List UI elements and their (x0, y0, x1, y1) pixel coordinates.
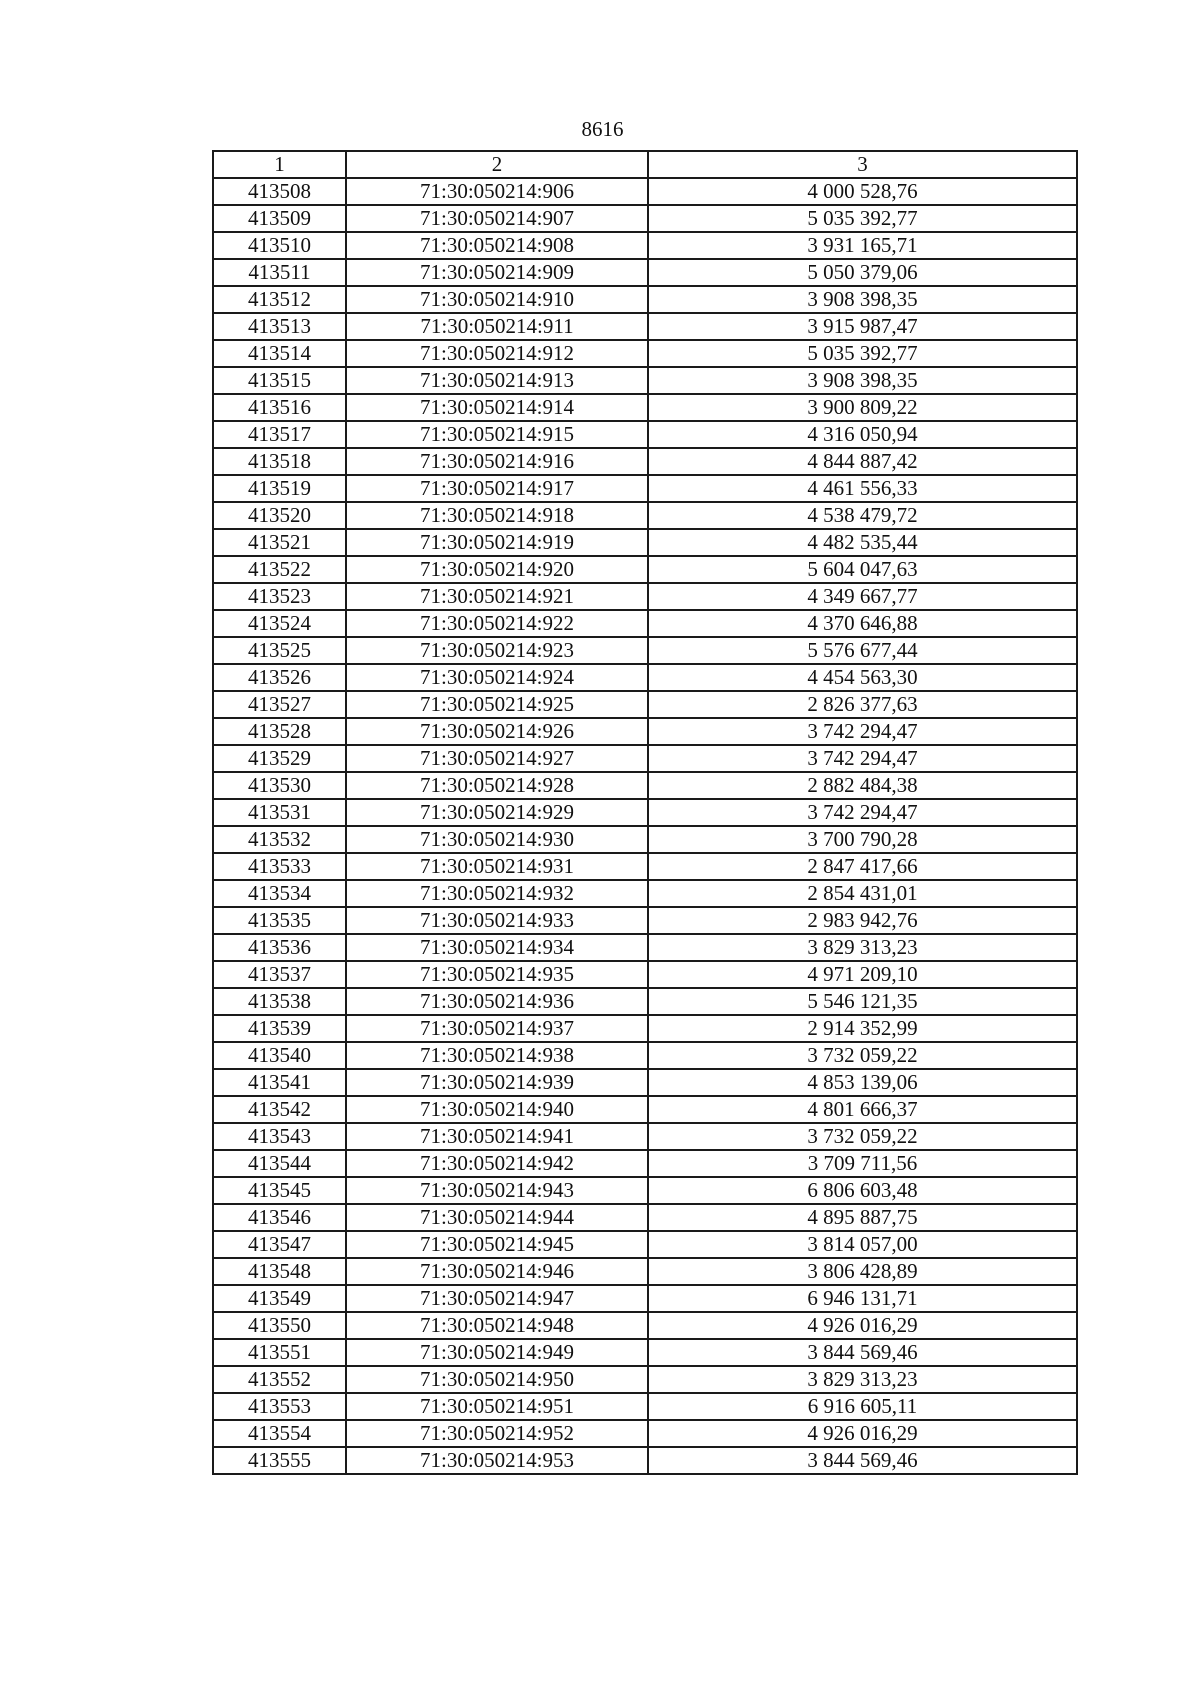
cadastral-value-cell: 4 538 479,72 (648, 502, 1077, 529)
cadastral-number-cell: 71:30:050214:919 (346, 529, 648, 556)
cadastral-number-cell: 71:30:050214:940 (346, 1096, 648, 1123)
cadastral-number-cell: 71:30:050214:931 (346, 853, 648, 880)
column-header-3: 3 (648, 151, 1077, 178)
cadastral-value-cell: 4 349 667,77 (648, 583, 1077, 610)
table-row (213, 1231, 1077, 1258)
cadastral-number-cell: 71:30:050214:918 (346, 502, 648, 529)
cadastral-number-cell: 71:30:050214:948 (346, 1312, 648, 1339)
cadastral-number-cell: 71:30:050214:950 (346, 1366, 648, 1393)
cadastral-value-table (212, 150, 1078, 1475)
table-row (213, 799, 1077, 826)
row-number-cell: 413536 (213, 934, 346, 961)
table-row (213, 475, 1077, 502)
table-row (213, 637, 1077, 664)
cadastral-value-cell: 4 801 666,37 (648, 1096, 1077, 1123)
table-row (213, 664, 1077, 691)
row-number-cell: 413541 (213, 1069, 346, 1096)
cadastral-value-cell: 2 882 484,38 (648, 772, 1077, 799)
table-row (213, 367, 1077, 394)
table-row (213, 1420, 1077, 1447)
cadastral-number-cell: 71:30:050214:937 (346, 1015, 648, 1042)
cadastral-number-cell: 71:30:050214:938 (346, 1042, 648, 1069)
cadastral-value-cell: 3 814 057,00 (648, 1231, 1077, 1258)
cadastral-value-cell: 3 844 569,46 (648, 1339, 1077, 1366)
cadastral-value-cell: 6 916 605,11 (648, 1393, 1077, 1420)
row-number-cell: 413524 (213, 610, 346, 637)
table-row (213, 934, 1077, 961)
table-row (213, 1447, 1077, 1474)
cadastral-number-cell: 71:30:050214:910 (346, 286, 648, 313)
row-number-cell: 413532 (213, 826, 346, 853)
cadastral-number-cell: 71:30:050214:935 (346, 961, 648, 988)
row-number-cell: 413546 (213, 1204, 346, 1231)
cadastral-value-cell: 5 050 379,06 (648, 259, 1077, 286)
cadastral-number-cell: 71:30:050214:942 (346, 1150, 648, 1177)
table-row (213, 853, 1077, 880)
column-header-1: 1 (213, 151, 346, 178)
cadastral-number-cell: 71:30:050214:915 (346, 421, 648, 448)
row-number-cell: 413534 (213, 880, 346, 907)
row-number-cell: 413522 (213, 556, 346, 583)
table-row (213, 907, 1077, 934)
row-number-cell: 413523 (213, 583, 346, 610)
row-number-cell: 413521 (213, 529, 346, 556)
table-row (213, 502, 1077, 529)
cadastral-number-cell: 71:30:050214:941 (346, 1123, 648, 1150)
row-number-cell: 413542 (213, 1096, 346, 1123)
table-header-row (213, 151, 1077, 178)
cadastral-number-cell: 71:30:050214:906 (346, 178, 648, 205)
cadastral-value-cell: 6 946 131,71 (648, 1285, 1077, 1312)
row-number-cell: 413527 (213, 691, 346, 718)
row-number-cell: 413537 (213, 961, 346, 988)
row-number-cell: 413539 (213, 1015, 346, 1042)
row-number-cell: 413517 (213, 421, 346, 448)
row-number-cell: 413548 (213, 1258, 346, 1285)
cadastral-value-cell: 3 900 809,22 (648, 394, 1077, 421)
cadastral-number-cell: 71:30:050214:912 (346, 340, 648, 367)
row-number-cell: 413525 (213, 637, 346, 664)
row-number-cell: 413529 (213, 745, 346, 772)
row-number-cell: 413550 (213, 1312, 346, 1339)
cadastral-value-cell: 2 826 377,63 (648, 691, 1077, 718)
cadastral-value-cell: 3 915 987,47 (648, 313, 1077, 340)
table-row (213, 1258, 1077, 1285)
cadastral-number-cell: 71:30:050214:946 (346, 1258, 648, 1285)
cadastral-value-cell: 3 732 059,22 (648, 1042, 1077, 1069)
cadastral-value-cell: 4 926 016,29 (648, 1420, 1077, 1447)
table-row (213, 1312, 1077, 1339)
cadastral-number-cell: 71:30:050214:933 (346, 907, 648, 934)
table-row (213, 583, 1077, 610)
table-row (213, 232, 1077, 259)
row-number-cell: 413520 (213, 502, 346, 529)
column-header-2: 2 (346, 151, 648, 178)
cadastral-value-cell: 5 576 677,44 (648, 637, 1077, 664)
cadastral-number-cell: 71:30:050214:923 (346, 637, 648, 664)
cadastral-value-cell: 4 926 016,29 (648, 1312, 1077, 1339)
row-number-cell: 413549 (213, 1285, 346, 1312)
cadastral-value-cell: 3 931 165,71 (648, 232, 1077, 259)
cadastral-number-cell: 71:30:050214:911 (346, 313, 648, 340)
row-number-cell: 413535 (213, 907, 346, 934)
cadastral-value-cell: 3 829 313,23 (648, 1366, 1077, 1393)
cadastral-number-cell: 71:30:050214:925 (346, 691, 648, 718)
cadastral-value-cell: 3 742 294,47 (648, 745, 1077, 772)
row-number-cell: 413543 (213, 1123, 346, 1150)
row-number-cell: 413528 (213, 718, 346, 745)
table-body (213, 178, 1077, 1474)
cadastral-value-cell: 3 700 790,28 (648, 826, 1077, 853)
cadastral-number-cell: 71:30:050214:949 (346, 1339, 648, 1366)
table-row (213, 1204, 1077, 1231)
cadastral-value-cell: 3 742 294,47 (648, 718, 1077, 745)
table-row (213, 610, 1077, 637)
row-number-cell: 413518 (213, 448, 346, 475)
table-row (213, 772, 1077, 799)
table-row (213, 1177, 1077, 1204)
cadastral-number-cell: 71:30:050214:936 (346, 988, 648, 1015)
table-row (213, 1366, 1077, 1393)
row-number-cell: 413511 (213, 259, 346, 286)
cadastral-number-cell: 71:30:050214:913 (346, 367, 648, 394)
cadastral-value-cell: 3 908 398,35 (648, 286, 1077, 313)
row-number-cell: 413514 (213, 340, 346, 367)
cadastral-number-cell: 71:30:050214:926 (346, 718, 648, 745)
cadastral-value-cell: 4 316 050,94 (648, 421, 1077, 448)
cadastral-value-cell: 3 844 569,46 (648, 1447, 1077, 1474)
cadastral-number-cell: 71:30:050214:917 (346, 475, 648, 502)
cadastral-number-cell: 71:30:050214:921 (346, 583, 648, 610)
cadastral-value-cell: 3 732 059,22 (648, 1123, 1077, 1150)
cadastral-number-cell: 71:30:050214:939 (346, 1069, 648, 1096)
table-row (213, 340, 1077, 367)
cadastral-value-cell: 2 854 431,01 (648, 880, 1077, 907)
cadastral-number-cell: 71:30:050214:929 (346, 799, 648, 826)
cadastral-value-cell: 4 482 535,44 (648, 529, 1077, 556)
row-number-cell: 413508 (213, 178, 346, 205)
table-row (213, 691, 1077, 718)
table-row (213, 1042, 1077, 1069)
cadastral-value-cell: 2 983 942,76 (648, 907, 1077, 934)
cadastral-value-cell: 6 806 603,48 (648, 1177, 1077, 1204)
table-row (213, 718, 1077, 745)
cadastral-number-cell: 71:30:050214:930 (346, 826, 648, 853)
table-row (213, 448, 1077, 475)
row-number-cell: 413533 (213, 853, 346, 880)
table-row (213, 313, 1077, 340)
cadastral-number-cell: 71:30:050214:914 (346, 394, 648, 421)
row-number-cell: 413552 (213, 1366, 346, 1393)
cadastral-number-cell: 71:30:050214:944 (346, 1204, 648, 1231)
page-number: 8616 (581, 117, 624, 141)
table-row (213, 421, 1077, 448)
cadastral-number-cell: 71:30:050214:908 (346, 232, 648, 259)
cadastral-value-cell: 4 844 887,42 (648, 448, 1077, 475)
table-row (213, 880, 1077, 907)
cadastral-number-cell: 71:30:050214:907 (346, 205, 648, 232)
row-number-cell: 413512 (213, 286, 346, 313)
table-row (213, 259, 1077, 286)
cadastral-value-cell: 4 000 528,76 (648, 178, 1077, 205)
cadastral-value-cell: 4 454 563,30 (648, 664, 1077, 691)
row-number-cell: 413509 (213, 205, 346, 232)
row-number-cell: 413515 (213, 367, 346, 394)
cadastral-value-cell: 3 806 428,89 (648, 1258, 1077, 1285)
row-number-cell: 413519 (213, 475, 346, 502)
table-row (213, 1285, 1077, 1312)
row-number-cell: 413555 (213, 1447, 346, 1474)
cadastral-number-cell: 71:30:050214:945 (346, 1231, 648, 1258)
cadastral-number-cell: 71:30:050214:932 (346, 880, 648, 907)
cadastral-value-cell: 4 461 556,33 (648, 475, 1077, 502)
cadastral-value-cell: 5 546 121,35 (648, 988, 1077, 1015)
table-row (213, 1150, 1077, 1177)
cadastral-number-cell: 71:30:050214:953 (346, 1447, 648, 1474)
cadastral-value-cell: 4 971 209,10 (648, 961, 1077, 988)
cadastral-number-cell: 71:30:050214:927 (346, 745, 648, 772)
cadastral-number-cell: 71:30:050214:934 (346, 934, 648, 961)
table-row (213, 205, 1077, 232)
cadastral-value-cell: 5 035 392,77 (648, 340, 1077, 367)
cadastral-number-cell: 71:30:050214:943 (346, 1177, 648, 1204)
row-number-cell: 413538 (213, 988, 346, 1015)
table-row (213, 1096, 1077, 1123)
cadastral-number-cell: 71:30:050214:952 (346, 1420, 648, 1447)
cadastral-number-cell: 71:30:050214:916 (346, 448, 648, 475)
table-row (213, 1393, 1077, 1420)
row-number-cell: 413544 (213, 1150, 346, 1177)
cadastral-number-cell: 71:30:050214:924 (346, 664, 648, 691)
cadastral-value-cell: 2 914 352,99 (648, 1015, 1077, 1042)
row-number-cell: 413551 (213, 1339, 346, 1366)
table-row (213, 1069, 1077, 1096)
table-row (213, 1015, 1077, 1042)
table-row (213, 1339, 1077, 1366)
row-number-cell: 413530 (213, 772, 346, 799)
row-number-cell: 413553 (213, 1393, 346, 1420)
table-row (213, 961, 1077, 988)
cadastral-value-cell: 3 709 711,56 (648, 1150, 1077, 1177)
row-number-cell: 413554 (213, 1420, 346, 1447)
cadastral-value-cell: 5 035 392,77 (648, 205, 1077, 232)
table-row (213, 529, 1077, 556)
row-number-cell: 413540 (213, 1042, 346, 1069)
cadastral-value-cell: 4 370 646,88 (648, 610, 1077, 637)
table-row (213, 988, 1077, 1015)
table-row (213, 556, 1077, 583)
row-number-cell: 413547 (213, 1231, 346, 1258)
cadastral-number-cell: 71:30:050214:922 (346, 610, 648, 637)
row-number-cell: 413510 (213, 232, 346, 259)
cadastral-value-cell: 2 847 417,66 (648, 853, 1077, 880)
cadastral-number-cell: 71:30:050214:947 (346, 1285, 648, 1312)
row-number-cell: 413516 (213, 394, 346, 421)
cadastral-value-cell: 4 895 887,75 (648, 1204, 1077, 1231)
table-row (213, 826, 1077, 853)
row-number-cell: 413513 (213, 313, 346, 340)
cadastral-number-cell: 71:30:050214:951 (346, 1393, 648, 1420)
cadastral-number-cell: 71:30:050214:928 (346, 772, 648, 799)
row-number-cell: 413531 (213, 799, 346, 826)
cadastral-value-cell: 3 742 294,47 (648, 799, 1077, 826)
cadastral-value-cell: 5 604 047,63 (648, 556, 1077, 583)
table-row (213, 394, 1077, 421)
cadastral-value-cell: 4 853 139,06 (648, 1069, 1077, 1096)
cadastral-value-cell: 3 908 398,35 (648, 367, 1077, 394)
table-row (213, 745, 1077, 772)
table-row (213, 178, 1077, 205)
cadastral-number-cell: 71:30:050214:920 (346, 556, 648, 583)
table-row (213, 1123, 1077, 1150)
cadastral-value-cell: 3 829 313,23 (648, 934, 1077, 961)
cadastral-number-cell: 71:30:050214:909 (346, 259, 648, 286)
row-number-cell: 413526 (213, 664, 346, 691)
row-number-cell: 413545 (213, 1177, 346, 1204)
table-row (213, 286, 1077, 313)
